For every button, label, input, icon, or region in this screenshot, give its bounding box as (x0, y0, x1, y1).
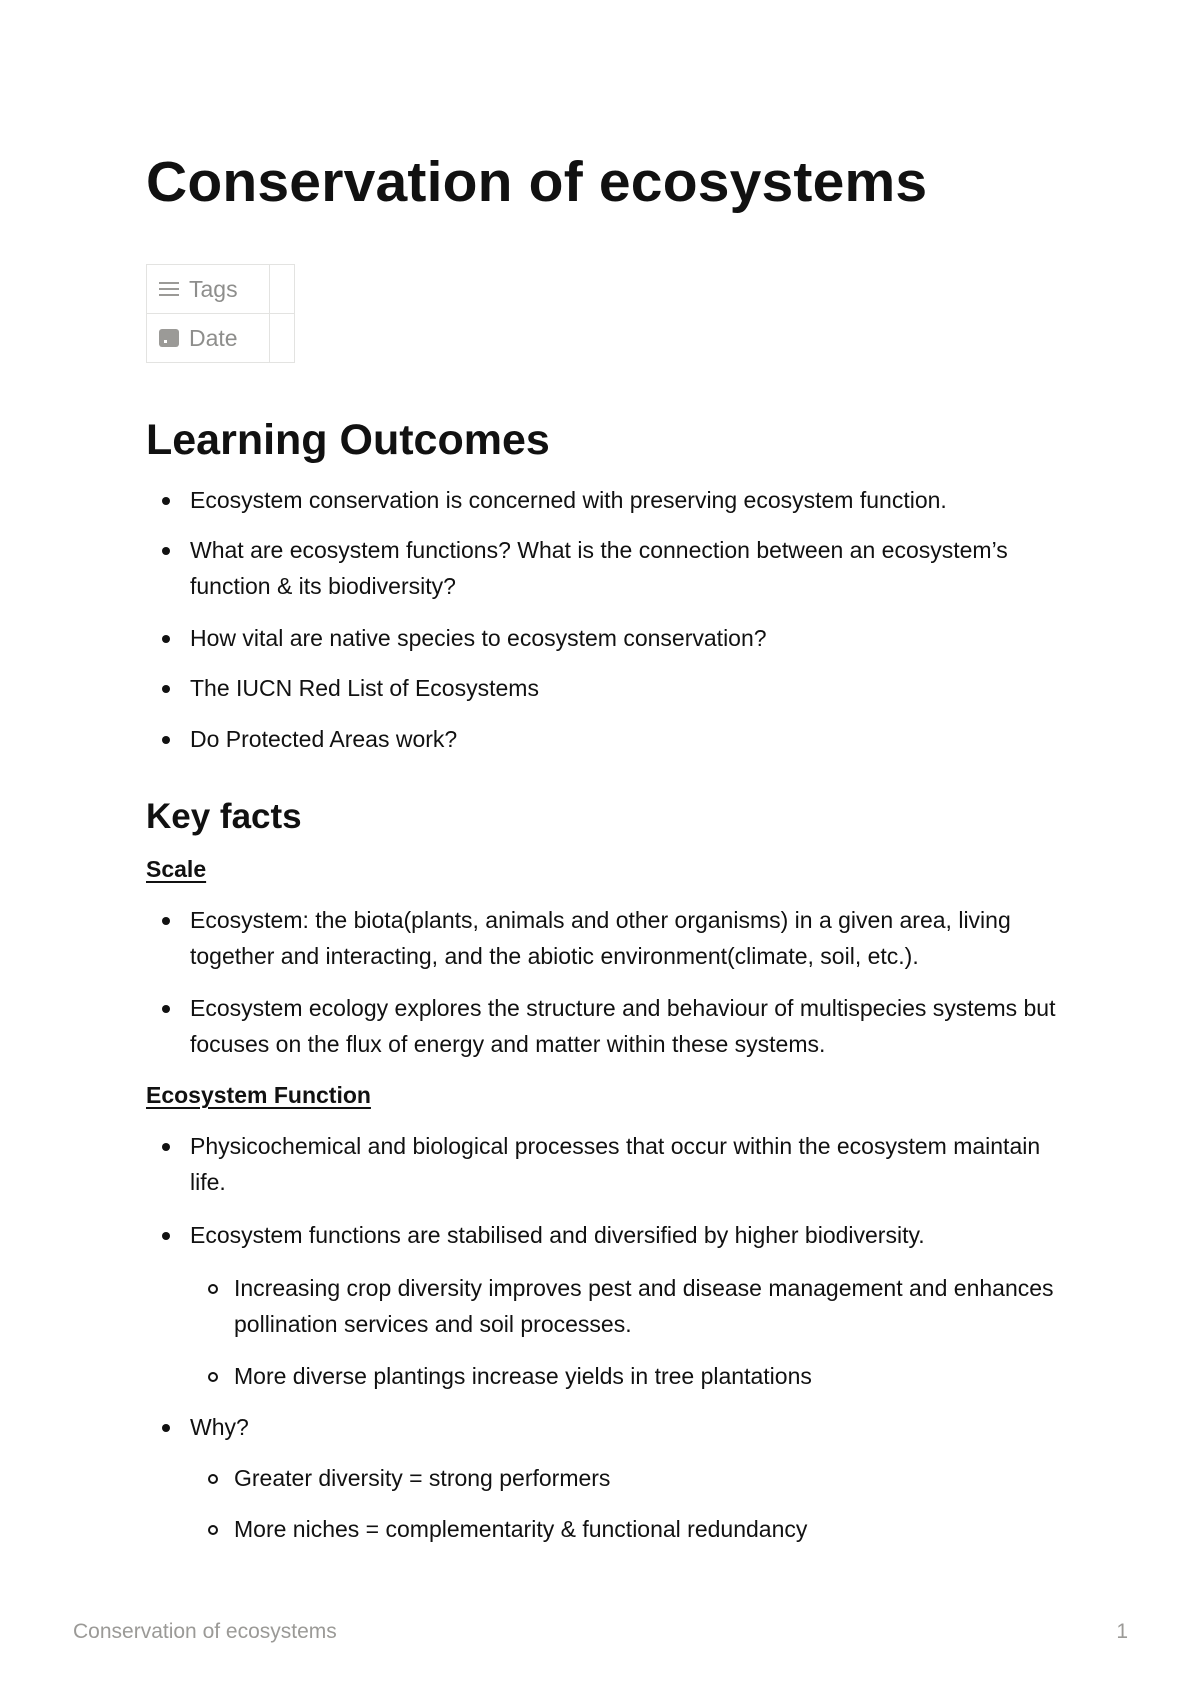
list-item: The IUCN Red List of Ecosystems (190, 670, 1070, 706)
property-value-date[interactable] (270, 314, 295, 363)
property-row-date (147, 314, 295, 363)
list-item: Do Protected Areas work? (190, 721, 1070, 757)
calendar-icon (159, 329, 179, 347)
list-item: Ecosystem: the biota(plants, animals and other organisms) in a given area, living together and interacting, and the abiotic environment(climate, soil, etc.). (190, 902, 1070, 974)
list-item: Ecosystem ecology explores the structure and behaviour of multispecies systems but focuses on the flux of energy and matter within these systems. (190, 990, 1070, 1062)
property-label-date: Date (189, 324, 238, 351)
property-row-tags (147, 265, 295, 314)
page-title: Conservation of ecosystems (146, 150, 928, 214)
list-item: What are ecosystem functions? What is the connection between an ecosystem’s function & its biodiversity? (190, 532, 1070, 604)
list-item: More diverse plantings increase yields in tree plantations (234, 1358, 1070, 1394)
list-item: Why? (190, 1409, 1070, 1445)
list-item: Greater diversity = strong performers (234, 1460, 1070, 1496)
properties-table (146, 264, 295, 363)
heading-learning-outcomes: Learning Outcomes (146, 416, 550, 464)
footer-page-number: 1 (1116, 1620, 1128, 1643)
list-item: More niches = complementarity & functional redundancy (234, 1511, 1070, 1547)
list-icon (159, 281, 179, 297)
list-item: Ecosystem functions are stabilised and diversified by higher biodiversity. (190, 1217, 1070, 1253)
subheading-ecosystem-function: Ecosystem Function (146, 1082, 371, 1108)
footer-document-title: Conservation of ecosystems (73, 1620, 337, 1643)
list-item: Increasing crop diversity improves pest and disease management and enhances pollination services and soil processes. (234, 1270, 1070, 1342)
property-label-tags: Tags (189, 275, 238, 302)
list-item: Ecosystem conservation is concerned with preserving ecosystem function. (190, 482, 1070, 518)
heading-key-facts: Key facts (146, 797, 302, 836)
list-item: Physicochemical and biological processes that occur within the ecosystem maintain life. (190, 1128, 1070, 1200)
subheading-scale: Scale (146, 856, 207, 882)
list-item: How vital are native species to ecosystem conservation? (190, 620, 1070, 656)
property-value-tags[interactable] (270, 265, 295, 314)
property-key-tags[interactable] (147, 265, 270, 314)
property-key-date[interactable] (147, 314, 270, 363)
